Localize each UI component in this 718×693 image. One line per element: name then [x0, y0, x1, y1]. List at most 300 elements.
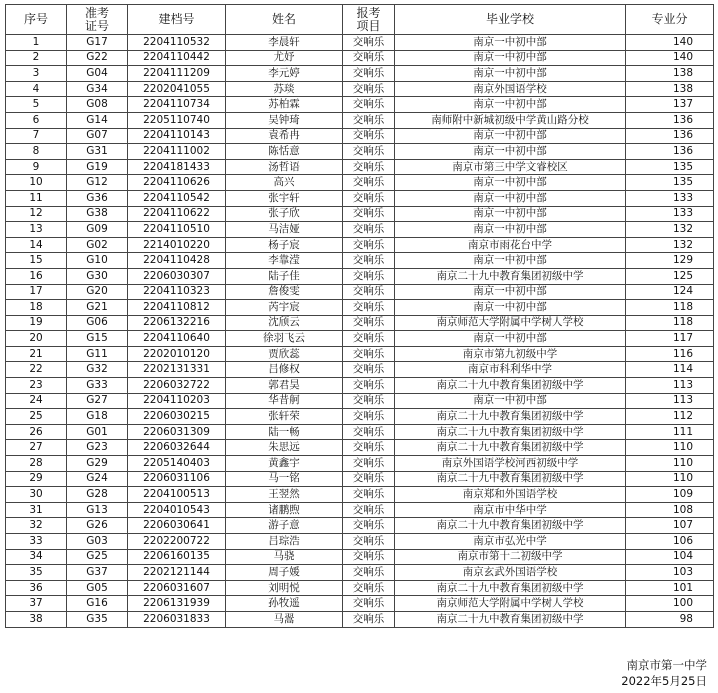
- cell-name: 孙牧遥: [226, 596, 343, 612]
- cell-professional-score: 132: [626, 222, 714, 238]
- cell-graduation-school: 南京二十九中教育集团初级中学: [395, 580, 626, 596]
- cell-graduation-school: 南京一中初中部: [395, 35, 626, 51]
- cell-professional-score: 133: [626, 206, 714, 222]
- cell-exam-number: G04: [67, 66, 128, 82]
- cell-name: 詹俊雯: [226, 284, 343, 300]
- cell-index: 28: [6, 456, 67, 472]
- cell-index: 22: [6, 362, 67, 378]
- cell-program: 交响乐: [343, 144, 395, 160]
- cell-exam-number: G35: [67, 611, 128, 627]
- cell-file-number: 2204181433: [128, 159, 226, 175]
- table-row: [6, 518, 714, 534]
- cell-graduation-school: 南京一中初中部: [395, 331, 626, 347]
- cell-file-number: 2206031106: [128, 471, 226, 487]
- cell-file-number: 2204110143: [128, 128, 226, 144]
- cell-name: 李元婷: [226, 66, 343, 82]
- cell-name: 吕琮浩: [226, 534, 343, 550]
- cell-professional-score: 107: [626, 518, 714, 534]
- cell-index: 14: [6, 237, 67, 253]
- cell-graduation-school: 南京一中初中部: [395, 284, 626, 300]
- cell-exam-number: G07: [67, 128, 128, 144]
- table-row: [6, 222, 714, 238]
- table-row: [6, 112, 714, 128]
- cell-name: 游子意: [226, 518, 343, 534]
- table-row: [6, 300, 714, 316]
- cell-exam-number: G11: [67, 346, 128, 362]
- cell-exam-number: G17: [67, 35, 128, 51]
- cell-exam-number: G02: [67, 237, 128, 253]
- cell-program: 交响乐: [343, 596, 395, 612]
- cell-name: 芮宇宸: [226, 300, 343, 316]
- cell-index: 27: [6, 440, 67, 456]
- cell-exam-number: G21: [67, 300, 128, 316]
- cell-index: 23: [6, 378, 67, 394]
- cell-program: 交响乐: [343, 206, 395, 222]
- cell-professional-score: 110: [626, 471, 714, 487]
- cell-index: 26: [6, 424, 67, 440]
- cell-index: 29: [6, 471, 67, 487]
- cell-program: 交响乐: [343, 66, 395, 82]
- cell-program: 交响乐: [343, 284, 395, 300]
- cell-file-number: 2204100513: [128, 487, 226, 503]
- cell-program: 交响乐: [343, 502, 395, 518]
- cell-graduation-school: 南师附中新城初级中学黄山路分校: [395, 112, 626, 128]
- cell-exam-number: G33: [67, 378, 128, 394]
- cell-file-number: 2202200722: [128, 534, 226, 550]
- cell-program: 交响乐: [343, 222, 395, 238]
- cell-index: 5: [6, 97, 67, 113]
- table-row: [6, 81, 714, 97]
- table-row: [6, 362, 714, 378]
- cell-file-number: 2206131939: [128, 596, 226, 612]
- cell-file-number: 2206160135: [128, 549, 226, 565]
- table-row: [6, 144, 714, 160]
- cell-professional-score: 112: [626, 409, 714, 425]
- cell-file-number: 2204110640: [128, 331, 226, 347]
- table-row: [6, 268, 714, 284]
- table-row: [6, 66, 714, 82]
- cell-graduation-school: 南京一中初中部: [395, 144, 626, 160]
- cell-professional-score: 140: [626, 50, 714, 66]
- cell-index: 17: [6, 284, 67, 300]
- cell-graduation-school: 南京市弘光中学: [395, 534, 626, 550]
- cell-graduation-school: 南京市第三中学文睿校区: [395, 159, 626, 175]
- cell-program: 交响乐: [343, 565, 395, 581]
- cell-file-number: 2204110626: [128, 175, 226, 191]
- cell-index: 19: [6, 315, 67, 331]
- header-graduation-school: 毕业学校: [395, 5, 626, 35]
- cell-exam-number: G03: [67, 534, 128, 550]
- cell-file-number: 2206031607: [128, 580, 226, 596]
- cell-program: 交响乐: [343, 35, 395, 51]
- cell-professional-score: 136: [626, 112, 714, 128]
- cell-professional-score: 136: [626, 144, 714, 160]
- cell-professional-score: 135: [626, 159, 714, 175]
- cell-professional-score: 117: [626, 331, 714, 347]
- cell-file-number: 2206132216: [128, 315, 226, 331]
- cell-graduation-school: 南京二十九中教育集团初级中学: [395, 518, 626, 534]
- table-row: [6, 237, 714, 253]
- cell-graduation-school: 南京一中初中部: [395, 66, 626, 82]
- cell-exam-number: G34: [67, 81, 128, 97]
- cell-program: 交响乐: [343, 268, 395, 284]
- cell-exam-number: G13: [67, 502, 128, 518]
- cell-graduation-school: 南京二十九中教育集团初级中学: [395, 424, 626, 440]
- cell-professional-score: 106: [626, 534, 714, 550]
- cell-file-number: 2204110812: [128, 300, 226, 316]
- cell-exam-number: G19: [67, 159, 128, 175]
- cell-exam-number: G32: [67, 362, 128, 378]
- cell-name: 徐羽飞云: [226, 331, 343, 347]
- cell-index: 11: [6, 190, 67, 206]
- cell-exam-number: G16: [67, 596, 128, 612]
- cell-index: 37: [6, 596, 67, 612]
- cell-file-number: 2202010120: [128, 346, 226, 362]
- admission-score-table: [5, 4, 714, 628]
- cell-graduation-school: 南京一中初中部: [395, 190, 626, 206]
- cell-program: 交响乐: [343, 549, 395, 565]
- table-row: [6, 534, 714, 550]
- cell-index: 30: [6, 487, 67, 503]
- cell-professional-score: 124: [626, 284, 714, 300]
- cell-name: 诸鹏煦: [226, 502, 343, 518]
- cell-graduation-school: 南京一中初中部: [395, 206, 626, 222]
- table-row: [6, 565, 714, 581]
- table-row: [6, 502, 714, 518]
- cell-index: 7: [6, 128, 67, 144]
- cell-file-number: 2206031309: [128, 424, 226, 440]
- cell-graduation-school: 南京一中初中部: [395, 300, 626, 316]
- cell-name: 黄鑫宇: [226, 456, 343, 472]
- table-row: [6, 611, 714, 627]
- cell-exam-number: G01: [67, 424, 128, 440]
- cell-exam-number: G05: [67, 580, 128, 596]
- header-exam-number: 准考证号: [67, 5, 128, 35]
- table-row: [6, 378, 714, 394]
- cell-index: 13: [6, 222, 67, 238]
- cell-graduation-school: 南京市雨花台中学: [395, 237, 626, 253]
- cell-name: 袁希冉: [226, 128, 343, 144]
- cell-exam-number: G38: [67, 206, 128, 222]
- cell-program: 交响乐: [343, 97, 395, 113]
- cell-program: 交响乐: [343, 331, 395, 347]
- table-row: [6, 596, 714, 612]
- cell-index: 25: [6, 409, 67, 425]
- cell-file-number: 2204110510: [128, 222, 226, 238]
- cell-professional-score: 110: [626, 440, 714, 456]
- cell-graduation-school: 南京一中初中部: [395, 128, 626, 144]
- table-row: [6, 440, 714, 456]
- cell-graduation-school: 南京市科利华中学: [395, 362, 626, 378]
- header-program: 报考项目: [343, 5, 395, 35]
- table-row: [6, 456, 714, 472]
- header-file-number: 建档号: [128, 5, 226, 35]
- cell-file-number: 2204110428: [128, 253, 226, 269]
- cell-professional-score: 136: [626, 128, 714, 144]
- cell-professional-score: 111: [626, 424, 714, 440]
- table-row: [6, 128, 714, 144]
- cell-exam-number: G09: [67, 222, 128, 238]
- cell-professional-score: 138: [626, 81, 714, 97]
- cell-file-number: 2206030307: [128, 268, 226, 284]
- cell-name: 刘明悦: [226, 580, 343, 596]
- cell-index: 38: [6, 611, 67, 627]
- cell-file-number: 2204110734: [128, 97, 226, 113]
- cell-exam-number: G28: [67, 487, 128, 503]
- cell-program: 交响乐: [343, 300, 395, 316]
- cell-professional-score: 113: [626, 378, 714, 394]
- cell-graduation-school: 南京二十九中教育集团初级中学: [395, 440, 626, 456]
- table-row: [6, 206, 714, 222]
- cell-name: 苏琰: [226, 81, 343, 97]
- cell-exam-number: G18: [67, 409, 128, 425]
- cell-exam-number: G36: [67, 190, 128, 206]
- cell-graduation-school: 南京师范大学附属中学树人学校: [395, 596, 626, 612]
- header-professional-score: 专业分: [626, 5, 714, 35]
- cell-graduation-school: 南京市第十二初级中学: [395, 549, 626, 565]
- cell-program: 交响乐: [343, 378, 395, 394]
- cell-name: 李晨轩: [226, 35, 343, 51]
- table-row: [6, 190, 714, 206]
- cell-index: 4: [6, 81, 67, 97]
- cell-name: 周子媛: [226, 565, 343, 581]
- table-row: [6, 175, 714, 191]
- cell-program: 交响乐: [343, 471, 395, 487]
- cell-graduation-school: 南京二十九中教育集团初级中学: [395, 471, 626, 487]
- cell-exam-number: G22: [67, 50, 128, 66]
- cell-graduation-school: 南京二十九中教育集团初级中学: [395, 409, 626, 425]
- cell-name: 高兴: [226, 175, 343, 191]
- table-row: [6, 35, 714, 51]
- cell-program: 交响乐: [343, 424, 395, 440]
- cell-program: 交响乐: [343, 611, 395, 627]
- table-body: [6, 35, 714, 628]
- cell-graduation-school: 南京玄武外国语学校: [395, 565, 626, 581]
- table-row: [6, 471, 714, 487]
- cell-index: 3: [6, 66, 67, 82]
- cell-index: 8: [6, 144, 67, 160]
- cell-professional-score: 101: [626, 580, 714, 596]
- cell-file-number: 2205110740: [128, 112, 226, 128]
- cell-graduation-school: 南京外国语学校: [395, 81, 626, 97]
- cell-name: 陆子佳: [226, 268, 343, 284]
- cell-program: 交响乐: [343, 362, 395, 378]
- cell-exam-number: G37: [67, 565, 128, 581]
- cell-file-number: 2202131331: [128, 362, 226, 378]
- cell-professional-score: 113: [626, 393, 714, 409]
- cell-exam-number: G10: [67, 253, 128, 269]
- cell-file-number: 2206032722: [128, 378, 226, 394]
- cell-index: 20: [6, 331, 67, 347]
- cell-graduation-school: 南京师范大学附属中学树人学校: [395, 315, 626, 331]
- cell-professional-score: 138: [626, 66, 714, 82]
- table-row: [6, 549, 714, 565]
- cell-program: 交响乐: [343, 315, 395, 331]
- cell-program: 交响乐: [343, 534, 395, 550]
- cell-file-number: 2206032644: [128, 440, 226, 456]
- cell-exam-number: G24: [67, 471, 128, 487]
- cell-name: 汤哲语: [226, 159, 343, 175]
- cell-index: 15: [6, 253, 67, 269]
- cell-index: 35: [6, 565, 67, 581]
- cell-name: 马翯: [226, 611, 343, 627]
- cell-file-number: 2206031833: [128, 611, 226, 627]
- cell-index: 12: [6, 206, 67, 222]
- cell-exam-number: G30: [67, 268, 128, 284]
- cell-file-number: 2204110622: [128, 206, 226, 222]
- cell-professional-score: 132: [626, 237, 714, 253]
- cell-professional-score: 116: [626, 346, 714, 362]
- cell-file-number: 2204111002: [128, 144, 226, 160]
- cell-file-number: 2204110323: [128, 284, 226, 300]
- cell-graduation-school: 南京一中初中部: [395, 222, 626, 238]
- cell-index: 21: [6, 346, 67, 362]
- table-row: [6, 346, 714, 362]
- table-row: [6, 424, 714, 440]
- cell-file-number: 2204110442: [128, 50, 226, 66]
- cell-program: 交响乐: [343, 393, 395, 409]
- cell-name: 陈恬意: [226, 144, 343, 160]
- cell-exam-number: G12: [67, 175, 128, 191]
- cell-exam-number: G31: [67, 144, 128, 160]
- cell-program: 交响乐: [343, 456, 395, 472]
- cell-graduation-school: 南京一中初中部: [395, 97, 626, 113]
- cell-program: 交响乐: [343, 580, 395, 596]
- cell-index: 34: [6, 549, 67, 565]
- table-row: [6, 284, 714, 300]
- table-row: [6, 331, 714, 347]
- cell-program: 交响乐: [343, 440, 395, 456]
- table-row: [6, 159, 714, 175]
- cell-index: 36: [6, 580, 67, 596]
- cell-professional-score: 118: [626, 300, 714, 316]
- cell-exam-number: G27: [67, 393, 128, 409]
- cell-name: 华昔舸: [226, 393, 343, 409]
- cell-professional-score: 125: [626, 268, 714, 284]
- cell-name: 张宇轩: [226, 190, 343, 206]
- cell-professional-score: 137: [626, 97, 714, 113]
- cell-name: 朱思远: [226, 440, 343, 456]
- cell-graduation-school: 南京一中初中部: [395, 393, 626, 409]
- cell-graduation-school: 南京郑和外国语学校: [395, 487, 626, 503]
- cell-name: 吕修权: [226, 362, 343, 378]
- cell-professional-score: 133: [626, 190, 714, 206]
- cell-graduation-school: 南京二十九中教育集团初级中学: [395, 611, 626, 627]
- cell-index: 10: [6, 175, 67, 191]
- cell-program: 交响乐: [343, 112, 395, 128]
- cell-name: 李靠滢: [226, 253, 343, 269]
- cell-name: 王翌然: [226, 487, 343, 503]
- cell-professional-score: 118: [626, 315, 714, 331]
- cell-program: 交响乐: [343, 81, 395, 97]
- cell-name: 郭君昊: [226, 378, 343, 394]
- cell-file-number: 2202121144: [128, 565, 226, 581]
- cell-graduation-school: 南京一中初中部: [395, 253, 626, 269]
- cell-file-number: 2204111209: [128, 66, 226, 82]
- cell-professional-score: 104: [626, 549, 714, 565]
- cell-program: 交响乐: [343, 159, 395, 175]
- cell-graduation-school: 南京二十九中教育集团初级中学: [395, 378, 626, 394]
- cell-index: 31: [6, 502, 67, 518]
- cell-professional-score: 109: [626, 487, 714, 503]
- cell-graduation-school: 南京市第九初级中学: [395, 346, 626, 362]
- cell-index: 16: [6, 268, 67, 284]
- cell-professional-score: 129: [626, 253, 714, 269]
- cell-graduation-school: 南京一中初中部: [395, 175, 626, 191]
- cell-graduation-school: 南京外国语学校河西初级中学: [395, 456, 626, 472]
- cell-exam-number: G15: [67, 331, 128, 347]
- cell-professional-score: 103: [626, 565, 714, 581]
- table-row: [6, 97, 714, 113]
- cell-program: 交响乐: [343, 253, 395, 269]
- cell-index: 2: [6, 50, 67, 66]
- cell-file-number: 2204110542: [128, 190, 226, 206]
- cell-program: 交响乐: [343, 487, 395, 503]
- cell-name: 沈颀云: [226, 315, 343, 331]
- cell-program: 交响乐: [343, 128, 395, 144]
- cell-file-number: 2202041055: [128, 81, 226, 97]
- cell-name: 张子欣: [226, 206, 343, 222]
- cell-program: 交响乐: [343, 175, 395, 191]
- cell-graduation-school: 南京二十九中教育集团初级中学: [395, 268, 626, 284]
- cell-name: 陆一畅: [226, 424, 343, 440]
- table-row: [6, 393, 714, 409]
- table-row: [6, 50, 714, 66]
- cell-file-number: 2204110203: [128, 393, 226, 409]
- cell-professional-score: 100: [626, 596, 714, 612]
- cell-name: 马骁: [226, 549, 343, 565]
- cell-program: 交响乐: [343, 346, 395, 362]
- cell-professional-score: 114: [626, 362, 714, 378]
- cell-exam-number: G23: [67, 440, 128, 456]
- cell-professional-score: 140: [626, 35, 714, 51]
- cell-index: 33: [6, 534, 67, 550]
- cell-index: 18: [6, 300, 67, 316]
- cell-professional-score: 108: [626, 502, 714, 518]
- cell-file-number: 2206030641: [128, 518, 226, 534]
- cell-program: 交响乐: [343, 50, 395, 66]
- cell-name: 吴钟琦: [226, 112, 343, 128]
- cell-name: 张轩荣: [226, 409, 343, 425]
- cell-index: 9: [6, 159, 67, 175]
- footer-organization: 南京市第一中学: [626, 658, 707, 672]
- cell-program: 交响乐: [343, 190, 395, 206]
- cell-professional-score: 98: [626, 611, 714, 627]
- cell-name: 马洁娅: [226, 222, 343, 238]
- cell-program: 交响乐: [343, 237, 395, 253]
- header-name: 姓名: [226, 5, 343, 35]
- cell-exam-number: G08: [67, 97, 128, 113]
- cell-graduation-school: 南京市中华中学: [395, 502, 626, 518]
- cell-exam-number: G20: [67, 284, 128, 300]
- cell-file-number: 2204010543: [128, 502, 226, 518]
- cell-name: 贾欣蕊: [226, 346, 343, 362]
- cell-exam-number: G26: [67, 518, 128, 534]
- cell-exam-number: G29: [67, 456, 128, 472]
- table-row: [6, 487, 714, 503]
- cell-file-number: 2206030215: [128, 409, 226, 425]
- table-row: [6, 580, 714, 596]
- table-row: [6, 409, 714, 425]
- cell-file-number: 2204110532: [128, 35, 226, 51]
- cell-name: 尤妤: [226, 50, 343, 66]
- table-row: [6, 315, 714, 331]
- cell-index: 6: [6, 112, 67, 128]
- cell-index: 32: [6, 518, 67, 534]
- cell-exam-number: G25: [67, 549, 128, 565]
- footer-date: 2022年5月25日: [621, 674, 707, 688]
- cell-graduation-school: 南京一中初中部: [395, 50, 626, 66]
